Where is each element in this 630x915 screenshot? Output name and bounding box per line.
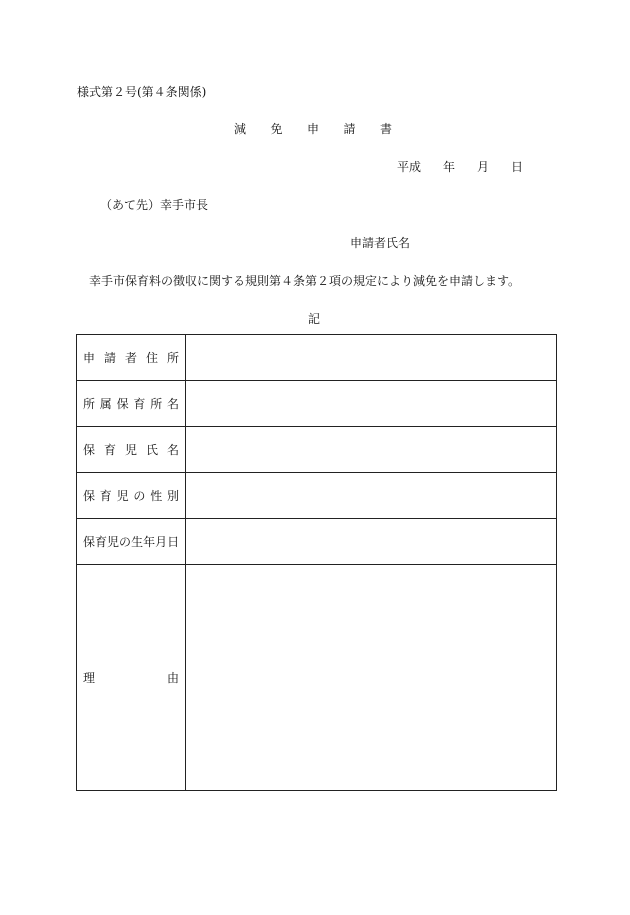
date-month-field[interactable]: 月 [477,160,490,174]
child-sex-field[interactable] [186,473,557,519]
label-char: 由 [166,670,179,685]
label-char: 児 [116,488,129,503]
daycare-name-field[interactable] [186,381,557,427]
label-char: 生 [131,534,144,549]
child-birthdate-label [77,519,186,565]
date-era: 平成 [397,160,422,174]
label-char: 育 [133,396,146,411]
label-char: の [133,488,146,503]
label-char: 所 [166,350,179,365]
form-number: 様式第２号(第４条関係) [77,85,207,99]
label-char: 名 [166,442,179,457]
label-char: 保 [83,488,96,503]
label-char: 育 [103,442,116,457]
document-title-char: 減 [233,122,246,136]
date-year-field[interactable]: 年 [443,160,456,174]
label-char: 保 [83,534,96,549]
table-row [77,473,557,519]
document-title-char: 申 [306,122,319,136]
label-char: 氏 [145,442,158,457]
document-title-char: 書 [379,122,392,136]
label-char: 理 [83,670,96,685]
table-row [77,427,557,473]
label-char: 保 [83,442,96,457]
daycare-name-label [77,381,186,427]
application-form-table [76,334,557,791]
child-sex-label [77,473,186,519]
date-day-field[interactable]: 日 [511,160,524,174]
applicant-name-label: 申請者氏名 [350,236,411,250]
label-char: 別 [166,488,179,503]
table-row [77,335,557,381]
label-char: 所 [150,396,163,411]
reason-field[interactable] [186,565,557,791]
label-char: 育 [95,534,108,549]
label-char: 性 [150,488,163,503]
label-char: 育 [99,488,112,503]
label-char: 年 [143,534,156,549]
label-char: 日 [167,534,180,549]
label-char: 月 [155,534,168,549]
label-char: の [119,534,132,549]
applicant-address-field[interactable] [186,335,557,381]
label-char: 者 [124,350,137,365]
child-name-label [77,427,186,473]
child-birthdate-field[interactable] [186,519,557,565]
label-char: 児 [107,534,120,549]
document-title-char: 請 [343,122,356,136]
document-title [233,122,393,136]
label-char: 名 [166,396,179,411]
record-heading: 記 [308,312,321,326]
label-char: 属 [99,396,112,411]
addressee: （あて先）幸手市長 [100,198,209,212]
reason-label [77,565,186,791]
child-name-field[interactable] [186,427,557,473]
table-row [77,519,557,565]
label-char: 児 [124,442,137,457]
label-char: 保 [116,396,129,411]
label-char: 住 [145,350,158,365]
date-line [397,160,523,174]
applicant-address-label [77,335,186,381]
label-char: 所 [83,396,96,411]
declaration-text: 幸手市保育料の徴収に関する規則第４条第２項の規定により減免を申請します。 [89,274,521,288]
label-char: 申 [83,350,96,365]
document-title-char: 免 [270,122,283,136]
label-char: 請 [103,350,116,365]
table-row [77,565,557,791]
table-row [77,381,557,427]
